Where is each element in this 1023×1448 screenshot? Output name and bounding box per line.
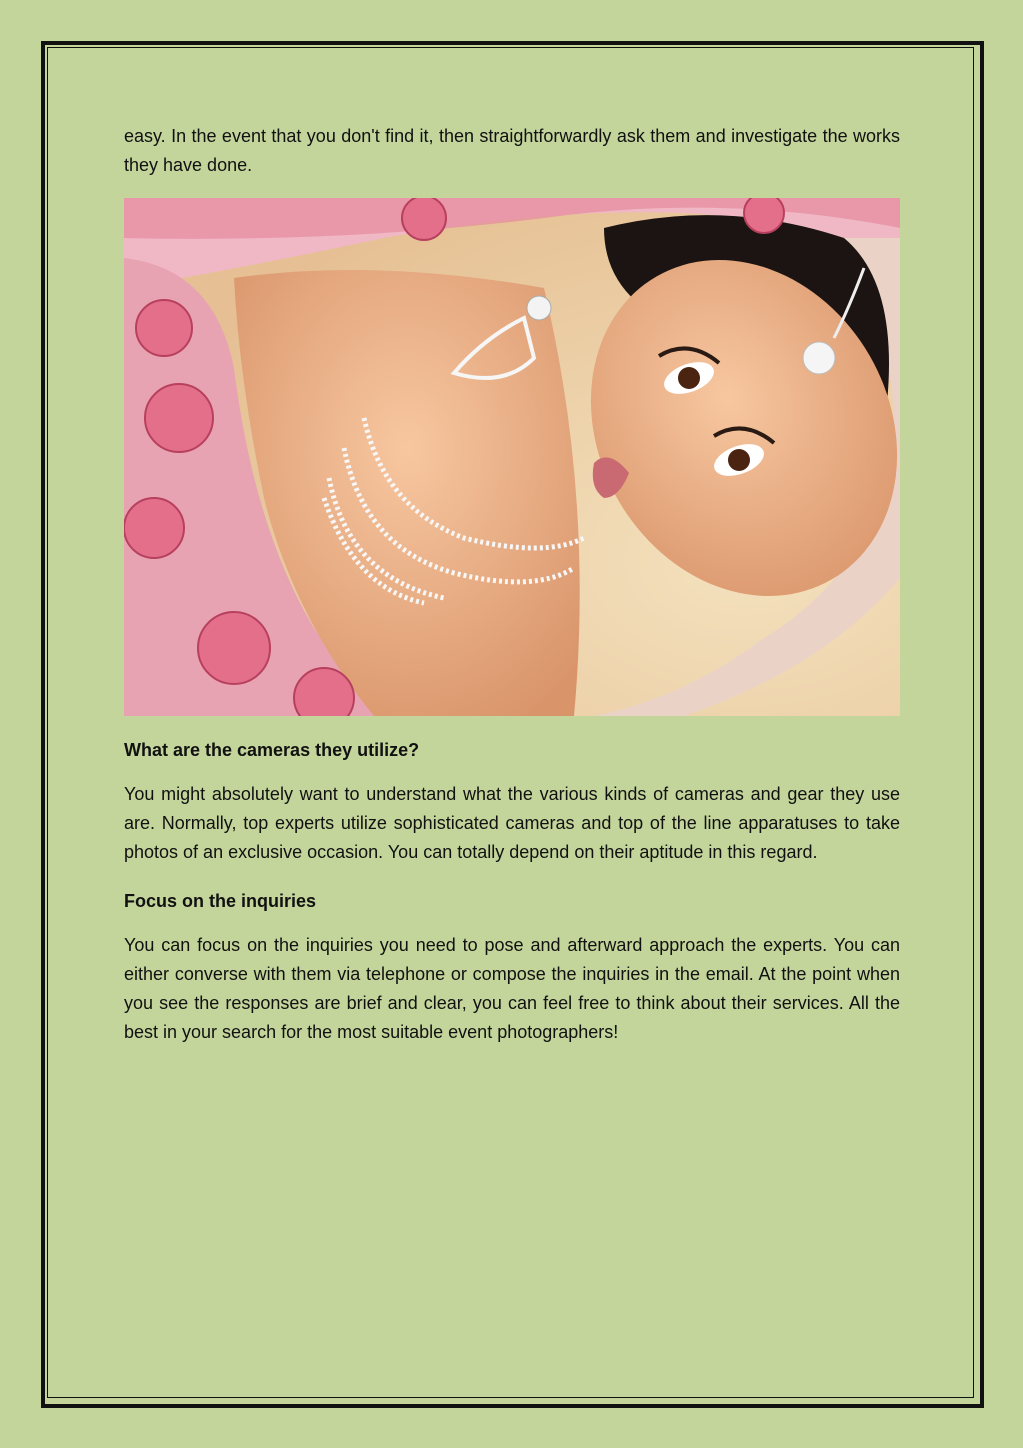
document-content [124, 122, 900, 1053]
section-body-cameras: You might absolutely want to understand what the various kinds of cameras and gear they use are. Normally, top experts utilize sophisticated cameras and top of the line apparatuses to take photos of an exclusive occasion. You can totally depend on their aptitude in this regard. [124, 784, 900, 862]
section-heading-cameras: What are the cameras they utilize? [124, 740, 420, 760]
bride-illustration [124, 198, 900, 716]
section-heading-inquiries: Focus on the inquiries [124, 891, 317, 911]
intro-paragraph: easy. In the event that you don't find it, then straightforwardly ask them and investigate the works they have done. [124, 126, 900, 175]
section-body-inquiries: You can focus on the inquiries you need to pose and afterward approach the experts. You can either converse with them via telephone or compose the inquiries in the email. At the point when you see the responses are brief and clear, you can feel free to think about their services. All the best in your search for the most suitable event photographers! [124, 935, 900, 1042]
bride-photo [124, 198, 900, 716]
